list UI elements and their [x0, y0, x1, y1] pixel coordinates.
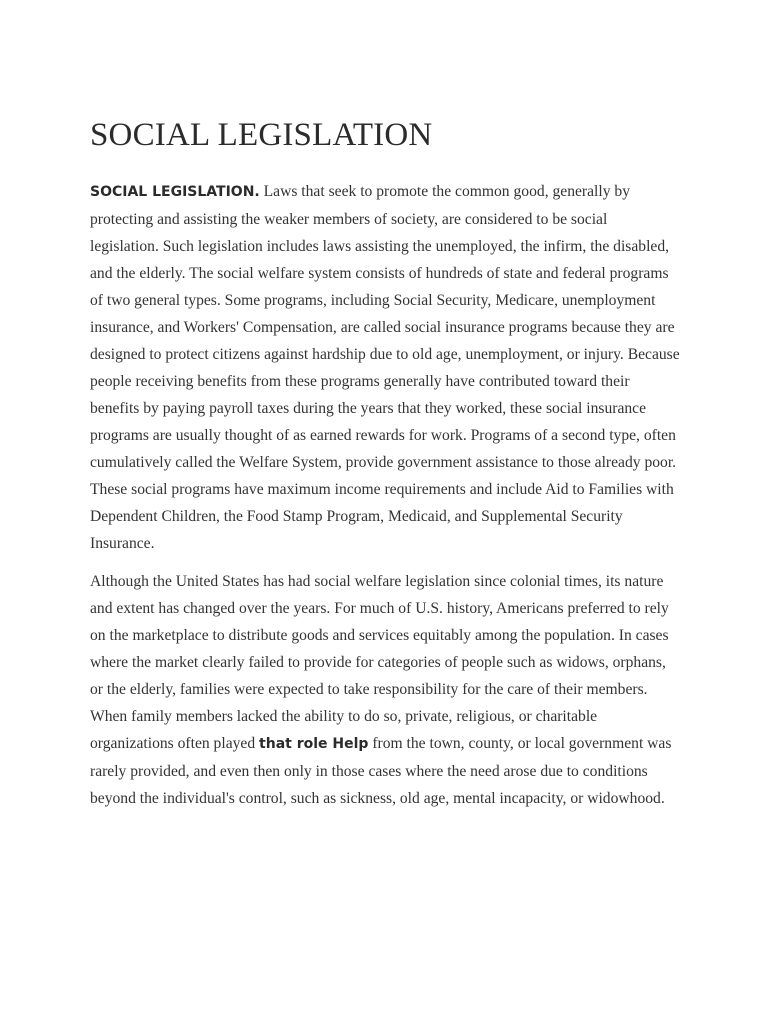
paragraph-2: [90, 568, 680, 812]
document-page: [90, 112, 680, 823]
paragraph-2-bold-phrase: that role Help: [259, 736, 369, 752]
page-title: SOCIAL LEGISLATION: [90, 117, 433, 153]
paragraph-2-text-before: Although the United States has had social welfare legislation since colonial times, its nature and extent has changed over the years. For much of U.S. history, Americans preferred to rely on the marketplace to distribute goods and services equitably among the population. In cases where the market clearly failed to provide for categories of people such as widows, orphans, or the elderly, families were expected to take responsibility for the care of their members. When family members lacked the ability to do so, private, religious, or charitable organizations often played: [90, 573, 669, 752]
paragraph-lead-term: SOCIAL LEGISLATION.: [90, 184, 260, 200]
paragraph-1-text: Laws that seek to promote the common good, generally by protecting and assisting the weaker members of society, are considered to be social legislation. Such legislation includes laws assisting the unemployed, the infirm, the disabled, and the elderly. The social welfare system consists of hundreds of state and federal programs of two general types. Some programs, including Social Security, Medicare, unemployment insurance, and Workers' Compensation, are called social insurance programs because they are designed to protect citizens against hardship due to old age, unemployment, or injury. Because people receiving benefits from these programs generally have contributed toward their benefits by paying payroll taxes during the years that they worked, these social insurance programs are usually thought of as earned rewards for work. Programs of a second type, often cumulatively called the Welfare System, provide government assistance to those already poor. These social programs have maximum income requirements and include Aid to Families with Dependent Children, the Food Stamp Program, Medicaid, and Supplemental Security Insurance.: [90, 183, 680, 552]
paragraph-1: [90, 178, 680, 557]
paragraph-2-text-after: from the town, county, or local government was rarely provided, and even then only in those cases where the need arose due to conditions beyond the individual's control, such as sickness, old age, mental incapacity, or widowhood.: [90, 735, 672, 807]
